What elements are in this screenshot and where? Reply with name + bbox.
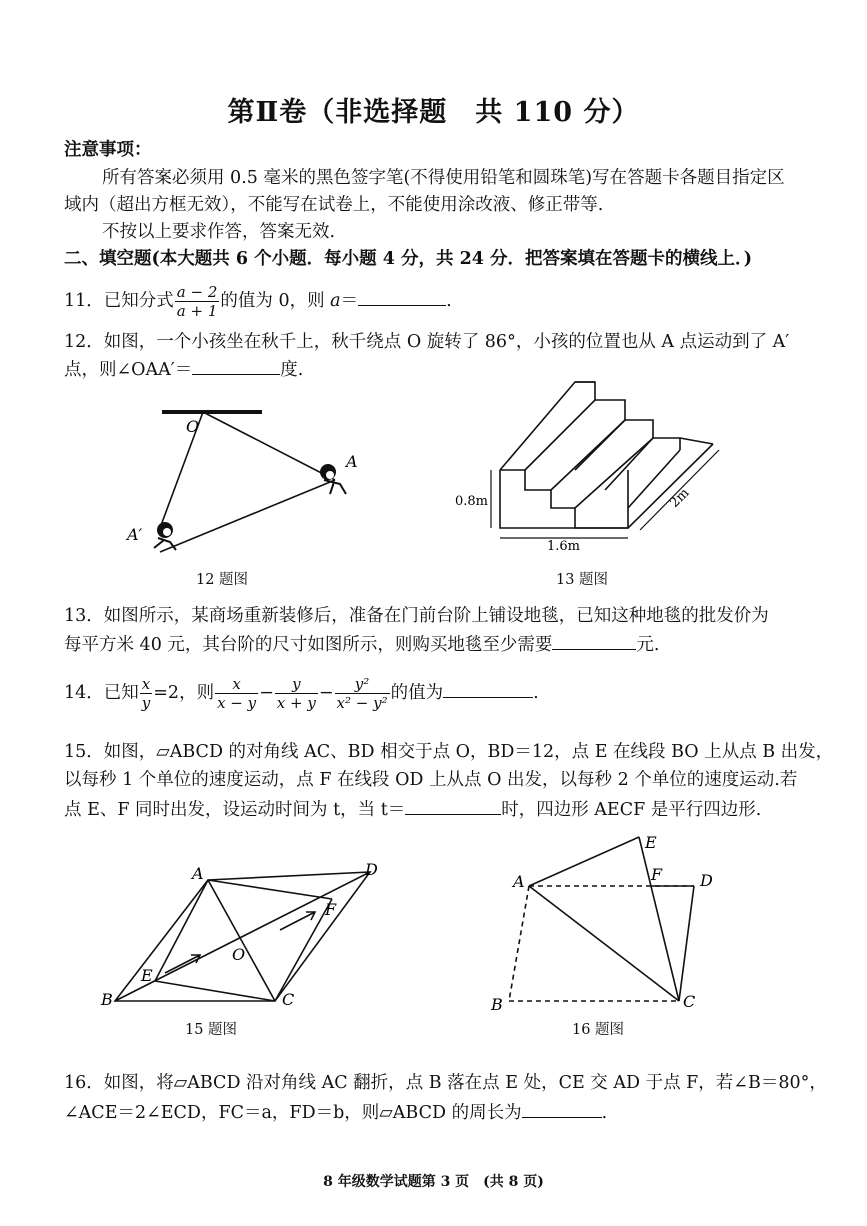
fig16-label-e: E xyxy=(645,833,657,852)
q15-line-2: 以每秒 1 个单位的速度运动，点 F 在线段 OD 上从点 O 出发，以每秒 2 个单位的速度运动.若 xyxy=(64,770,798,790)
label-a: A xyxy=(346,452,358,471)
stairs-depth-label: 2m xyxy=(667,485,693,511)
figure-13-caption: 13 题图 xyxy=(556,572,609,588)
fig16-lines xyxy=(509,837,694,1001)
label-a-prime: A′ xyxy=(127,525,143,544)
q11-prefix: 11．已知分式 xyxy=(64,291,174,311)
q13-line-2 xyxy=(64,631,659,657)
q14-given-den: y xyxy=(141,694,151,712)
q13-answer-blank[interactable] xyxy=(552,631,636,650)
q12-line-2-end: 度. xyxy=(280,360,304,380)
q11-middle: 的值为 0，则 xyxy=(220,291,331,311)
fig15-label-f: F xyxy=(325,900,337,919)
fig15-lines xyxy=(115,872,370,1001)
q14-given-num: x xyxy=(140,675,152,694)
stairs-width-label: 1.6m xyxy=(547,539,581,554)
page-title: 第Ⅱ卷（非选择题 共 110 分） xyxy=(227,97,640,128)
q16-line-2-end: . xyxy=(601,1103,608,1123)
fig15-label-o: O xyxy=(232,945,246,964)
q15-line-3-end: 时，四边形 AECF 是平行四边形. xyxy=(501,800,762,820)
q12-line-2-text: 点，则∠OAA′＝ xyxy=(64,360,193,380)
q14-end: . xyxy=(533,683,539,703)
question-14 xyxy=(64,675,539,712)
q15-line-1: 15．如图，▱ABCD 的对角线 AC、BD 相交于点 O，BD＝12，点 E 在线段 BO 上从点 B 出发， xyxy=(64,742,834,762)
page-footer: 8 年级数学试题第 3 页 (共 8 页) xyxy=(323,1174,544,1190)
q15-answer-blank[interactable] xyxy=(405,796,501,815)
figure-13-stairs xyxy=(455,370,745,560)
q15-line-3 xyxy=(64,796,761,822)
q14-equals: =2，则 xyxy=(153,683,215,703)
q11-end: . xyxy=(446,291,452,311)
notes-line-2: 域内（超出方框无效），不能写在试卷上，不能使用涂改液、修正带等. xyxy=(64,195,604,215)
q14-answer-blank[interactable] xyxy=(443,679,533,698)
q14-f3-den: x² − y² xyxy=(336,694,388,712)
q14-middle: 的值为 xyxy=(390,683,444,703)
q11-answer-blank[interactable] xyxy=(358,287,446,306)
q16-answer-blank[interactable] xyxy=(522,1099,602,1118)
fig15-label-b: B xyxy=(101,990,113,1009)
section-heading: 二、填空题(本大题共 6 个小题．每小题 4 分，共 24 分．把答案填在答题卡的横线上．) xyxy=(64,249,753,269)
q12-line-1: 12．如图，一个小孩坐在秋千上，秋千绕点 O 旋转了 86°，小孩的位置也从 A 点运动到了 A′ xyxy=(64,332,790,352)
figure-12-caption: 12 题图 xyxy=(196,572,249,588)
q14-prefix: 14．已知 xyxy=(64,683,139,703)
figure-16-folded xyxy=(485,825,730,1020)
q12-answer-blank[interactable] xyxy=(192,356,280,375)
q14-given-fraction xyxy=(140,675,152,712)
q13-line-2-end: 元. xyxy=(636,635,660,655)
fig16-label-d: D xyxy=(700,871,713,890)
child-at-a2 xyxy=(154,522,176,550)
q14-fraction-1 xyxy=(215,675,258,712)
q11-equals: ＝ xyxy=(340,291,359,311)
figure-16-caption: 16 题图 xyxy=(572,1022,625,1038)
q14-f1-num: x xyxy=(215,675,258,694)
q11-fraction xyxy=(175,283,220,320)
figure-15-caption: 15 题图 xyxy=(185,1022,238,1038)
fig15-label-a: A xyxy=(192,864,204,883)
stairs-height-label: 0.8m xyxy=(455,494,489,509)
swing-rope-oa xyxy=(203,412,335,480)
label-o: O xyxy=(186,417,200,436)
fig15-label-d: D xyxy=(365,860,378,879)
notes-line-3: 不按以上要求作答，答案无效. xyxy=(102,222,336,242)
q14-f1-den: x − y xyxy=(217,694,257,712)
q12-line-2 xyxy=(64,356,303,382)
q16-line-2-text: ∠ACE＝2∠ECD，FC＝a，FD＝b，则▱ABCD 的周长为 xyxy=(64,1103,522,1123)
q13-line-2-text: 每平方米 40 元，其台阶的尺寸如图所示，则购买地毯至少需要 xyxy=(64,635,553,655)
segment-aa2 xyxy=(160,480,335,552)
q14-minus-2: − xyxy=(318,683,334,703)
q16-line-1: 16．如图，将▱ABCD 沿对角线 AC 翻折，点 B 落在点 E 处，CE 交 AD 于点 F，若∠B＝80°， xyxy=(64,1073,827,1093)
fig16-label-f: F xyxy=(651,865,663,884)
q14-fraction-2 xyxy=(275,675,318,712)
fig15-label-c: C xyxy=(282,990,295,1009)
q13-line-1: 13．如图所示，某商场重新装修后，准备在门前台阶上铺设地毯，已知这种地毯的批发价为 xyxy=(64,606,769,626)
q14-f3-num: y² xyxy=(335,675,390,694)
fig15-label-e: E xyxy=(141,966,153,985)
notes-line-1: 所有答案必须用 0.5 毫米的黑色签字笔(不得使用铅笔和圆珠笔)写在答题卡各题目指定区 xyxy=(102,168,785,188)
question-11 xyxy=(64,283,452,320)
q14-f2-num: y xyxy=(275,675,318,694)
q11-numerator: a − 2 xyxy=(176,283,218,301)
fig16-label-a: A xyxy=(513,872,525,891)
q11-denominator: a + 1 xyxy=(176,302,218,320)
q14-f2-den: x + y xyxy=(276,694,316,712)
figure-12-swing xyxy=(120,400,380,565)
q14-minus-1: − xyxy=(259,683,274,703)
figure-15-parallelogram xyxy=(95,855,395,1015)
fig16-label-c: C xyxy=(683,992,696,1011)
q15-line-3-text: 点 E、F 同时出发，设运动时间为 t，当 t＝ xyxy=(64,800,406,820)
q11-variable: a xyxy=(330,291,341,311)
notes-heading: 注意事项： xyxy=(64,140,152,160)
q14-fraction-3 xyxy=(335,675,390,712)
fig16-label-b: B xyxy=(491,995,503,1014)
q16-line-2 xyxy=(64,1099,607,1125)
